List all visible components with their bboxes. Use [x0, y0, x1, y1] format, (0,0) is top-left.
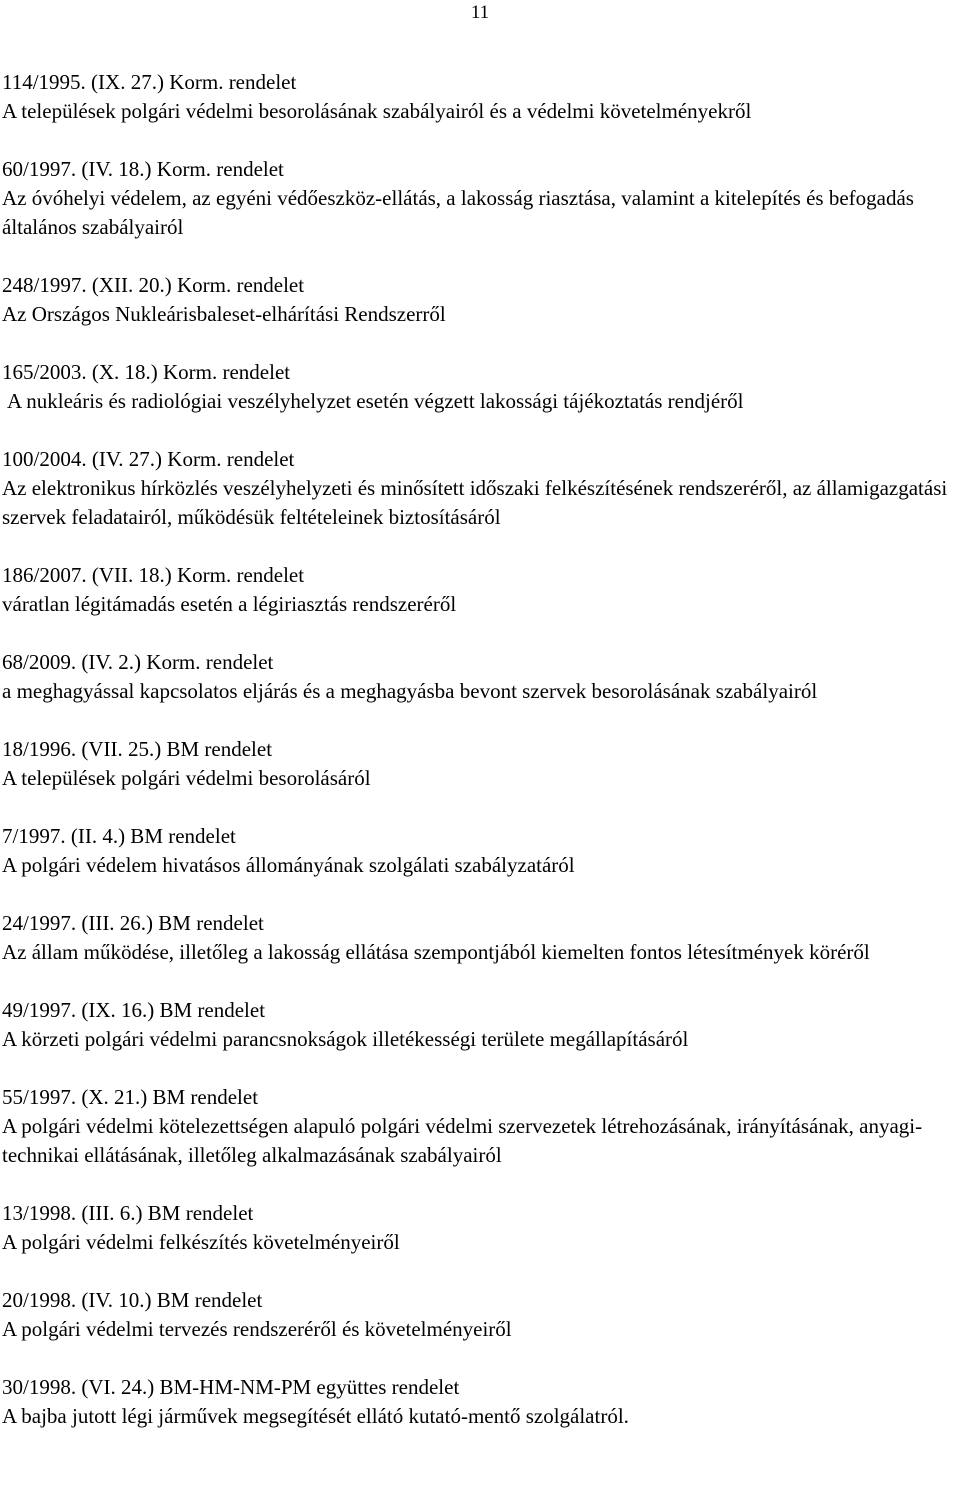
page-number: 11 [470, 2, 490, 23]
regulation-reference: 55/1997. (X. 21.) BM rendelet [2, 1085, 259, 1109]
list-item [2, 822, 956, 880]
list-item [2, 1199, 956, 1257]
regulation-title: A polgári védelmi tervezés rendszeréről és követelményeiről [2, 1317, 512, 1341]
regulation-title: A bajba jutott légi járművek megsegítését ellátó kutató-mentő szolgálatról. [2, 1404, 629, 1428]
regulation-reference: 24/1997. (III. 26.) BM rendelet [2, 911, 264, 935]
regulation-title: Az Országos Nukleárisbaleset-elhárítási Rendszerről [2, 302, 446, 326]
list-item [2, 735, 956, 793]
regulation-reference: 20/1998. (IV. 10.) BM rendelet [2, 1288, 263, 1312]
list-item [2, 909, 956, 967]
regulation-reference: 100/2004. (IV. 27.) Korm. rendelet [2, 447, 295, 471]
list-item [2, 271, 956, 329]
regulation-title: Az állam működése, illetőleg a lakosság ellátása szempontjából kiemelten fontos létesítmények köréről [2, 940, 870, 964]
list-item [2, 561, 956, 619]
regulation-reference: 7/1997. (II. 4.) BM rendelet [2, 824, 236, 848]
regulation-list [2, 68, 956, 1460]
regulation-reference: 248/1997. (XII. 20.) Korm. rendelet [2, 273, 305, 297]
list-item [2, 1286, 956, 1344]
list-item [2, 648, 956, 706]
regulation-reference: 13/1998. (III. 6.) BM rendelet [2, 1201, 254, 1225]
regulation-title: A települések polgári védelmi besorolásáról [2, 766, 371, 790]
list-item [2, 996, 956, 1054]
list-item [2, 358, 956, 416]
list-item [2, 445, 956, 532]
regulation-title: A körzeti polgári védelmi parancsnokságok illetékességi területe megállapításáról [2, 1027, 689, 1051]
regulation-title: váratlan légitámadás esetén a légiriasztás rendszeréről [2, 592, 457, 616]
regulation-reference: 49/1997. (IX. 16.) BM rendelet [2, 998, 266, 1022]
regulation-title: Az elektronikus hírközlés veszélyhelyzeti és minősített időszaki felkészítésének rendszeréről, az államigazgatási szervek feladatairól, működésük feltételeinek biztosításáról [2, 476, 948, 529]
list-item [2, 155, 956, 242]
regulation-title: A települések polgári védelmi besorolásának szabályairól és a védelmi követelményekről [2, 99, 752, 123]
regulation-reference: 68/2009. (IV. 2.) Korm. rendelet [2, 650, 274, 674]
list-item [2, 1373, 956, 1431]
regulation-reference: 186/2007. (VII. 18.) Korm. rendelet [2, 563, 305, 587]
regulation-reference: 114/1995. (IX. 27.) Korm. rendelet [2, 70, 297, 94]
regulation-title: A nukleáris és radiológiai veszélyhelyzet esetén végzett lakossági tájékoztatás rendjéről [7, 389, 744, 413]
list-item [2, 68, 956, 126]
regulation-reference: 165/2003. (X. 18.) Korm. rendelet [2, 360, 291, 384]
regulation-reference: 18/1996. (VII. 25.) BM rendelet [2, 737, 273, 761]
list-item [2, 1083, 956, 1170]
regulation-reference: 30/1998. (VI. 24.) BM-HM-NM-PM együttes rendelet [2, 1375, 460, 1399]
regulation-title: a meghagyással kapcsolatos eljárás és a meghagyásba bevont szervek besorolásának szabályairól [2, 679, 818, 703]
regulation-title: A polgári védelmi felkészítés követelményeiről [2, 1230, 400, 1254]
regulation-title: A polgári védelmi kötelezettségen alapuló polgári védelmi szervezetek létrehozásának, irányításának, anyagi-technikai ellátásának, illetőleg alkalmazásának szabályairól [2, 1114, 923, 1167]
regulation-reference: 60/1997. (IV. 18.) Korm. rendelet [2, 157, 284, 181]
regulation-title: Az óvóhelyi védelem, az egyéni védőeszköz-ellátás, a lakosság riasztása, valamint a kitelepítés és befogadás általános szabályairól [2, 186, 914, 239]
regulation-title: A polgári védelem hivatásos állományának szolgálati szabályzatáról [2, 853, 575, 877]
